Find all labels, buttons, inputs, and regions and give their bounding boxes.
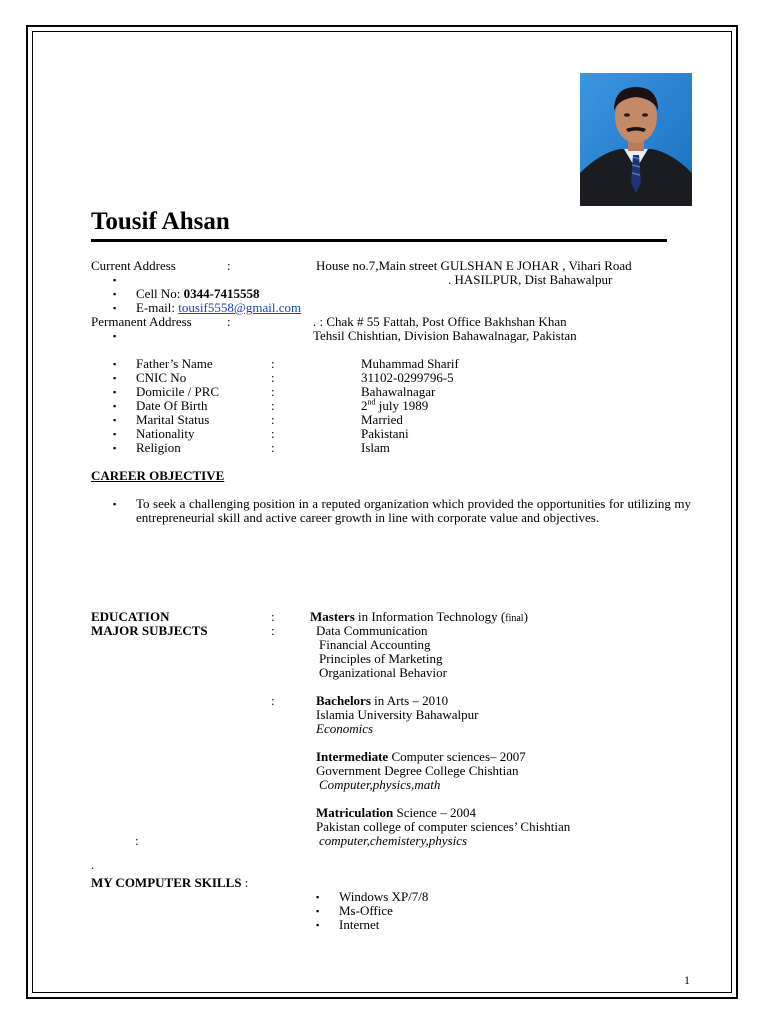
bullet: ▪ [113,373,117,383]
cnic-value: 31102-0299796-5 [361,370,454,385]
current-address-label: Current Address [91,258,176,273]
bachelors-colon: : [271,693,275,708]
intermediate-institution: Government Degree College Chishtian [316,763,519,778]
portrait-image [580,73,692,206]
bullet: ▪ [113,401,117,411]
dob-label: Date Of Birth [136,398,208,413]
bullet: ▪ [113,429,117,439]
bullet: ▪ [113,415,117,425]
bullet: ▪ [113,387,117,397]
bullet: ▪ [113,331,117,341]
religion-value: Islam [361,440,390,455]
career-objective-text: To seek a challenging position in a reputed organization which provided the opportunities for utilizing my entrepreneurial skill and active career growth in line with corporate value and objectives. [136,496,691,525]
bachelors-subjects: Economics [316,721,374,736]
bachelors-institution: Islamia University Bahawalpur [316,707,479,722]
current-address-colon: : [227,258,231,273]
masters-rest: in Information Technology ( [354,609,506,624]
cell-label: Cell No: [136,286,184,301]
computer-skills-heading [91,876,248,890]
page-number: 1 [684,973,690,987]
bullet: ▪ [113,275,117,285]
current-address-line2: . HASILPUR, Dist Bahawalpur [448,272,613,287]
bachelors-bold: Bachelors [316,693,371,708]
personal-colon: : [271,426,275,441]
subject-item: Financial Accounting [319,637,431,652]
computer-skills-colon: : [244,875,249,890]
matric-subjects: computer,chemistery,physics [319,833,468,848]
marital-label: Marital Status [136,412,210,427]
cell-value: 0344-7415558 [183,286,260,301]
bullet: ▪ [113,359,117,369]
bullet: ▪ [113,303,117,313]
masters-bold: Masters [310,609,355,624]
permanent-address-line1: . : Chak # 55 Fattah, Post Office Bakhshan Khan [313,314,567,329]
bullet: ▪ [316,892,320,902]
skill-item: Windows XP/7/8 [339,889,429,904]
matric-colon: : [135,833,139,848]
marital-value: Married [361,412,403,427]
bullet: ▪ [316,920,320,930]
nationality-value: Pakistani [361,426,409,441]
email [136,301,301,315]
religion-label: Religion [136,440,181,455]
matric-rest: Science – 2004 [393,805,476,820]
personal-colon: : [271,412,275,427]
candidate-name: Tousif Ahsan [91,208,230,235]
intermediate-subjects: Computer,physics,math [319,777,441,792]
personal-colon: : [271,440,275,455]
fathers-name-value: Muhammad Sharif [361,356,459,371]
personal-colon: : [271,370,275,385]
email-link[interactable]: tousif5558@gmail.com [178,300,302,315]
matric-bold: Matriculation [316,805,394,820]
permanent-address-colon: : [227,314,231,329]
permanent-address-label: Permanent Address [91,314,192,329]
bullet: ▪ [316,906,320,916]
subject-item: Organizational Behavior [319,665,447,680]
nationality-label: Nationality [136,426,195,441]
fathers-name-label: Father’s Name [136,356,213,371]
cell-number [136,287,260,301]
subject-item: Data Communication [316,623,428,638]
cnic-label: CNIC No [136,370,187,385]
email-label: E-mail: [136,300,179,315]
masters-final: final [505,613,524,624]
masters-close: ) [523,609,528,624]
major-subjects-colon: : [271,623,275,638]
domicile-label: Domicile / PRC [136,384,220,399]
dob-day: 2 [361,398,368,413]
stray-dot: . [91,857,95,872]
intermediate-rest: Computer sciences– 2007 [388,749,526,764]
dob-value [361,399,428,413]
education-label: EDUCATION [91,609,170,624]
computer-skills-label: MY COMPUTER SKILLS [91,875,242,890]
subject-item: Principles of Marketing [319,651,443,666]
skill-item: Internet [339,917,380,932]
intermediate-degree [316,750,526,764]
bachelors-degree [316,694,448,708]
bullet: ▪ [113,443,117,453]
name-underline [91,239,667,242]
permanent-address-line2: Tehsil Chishtian, Division Bahawalnagar, Pakistan [313,328,577,343]
major-subjects-label: MAJOR SUBJECTS [91,623,208,638]
intermediate-bold: Intermediate [316,749,389,764]
personal-colon: : [271,398,275,413]
personal-colon: : [271,356,275,371]
bullet: ▪ [113,499,117,509]
matric-degree [316,806,476,820]
bullet: ▪ [113,289,117,299]
education-colon: : [271,609,275,624]
current-address-line1: House no.7,Main street GULSHAN E JOHAR , Vihari Road [316,258,632,273]
skill-item: Ms-Office [339,903,393,918]
dob-day-suffix: nd [367,397,376,407]
domicile-value: Bahawalnagar [361,384,436,399]
matric-institution: Pakistan college of computer sciences’ Chishtian [316,819,571,834]
personal-colon: : [271,384,275,399]
dob-month-year: july 1989 [378,398,429,413]
profile-photo [580,73,692,206]
bachelors-rest: in Arts – 2010 [370,693,449,708]
career-objective-heading: CAREER OBJECTIVE [91,468,225,483]
